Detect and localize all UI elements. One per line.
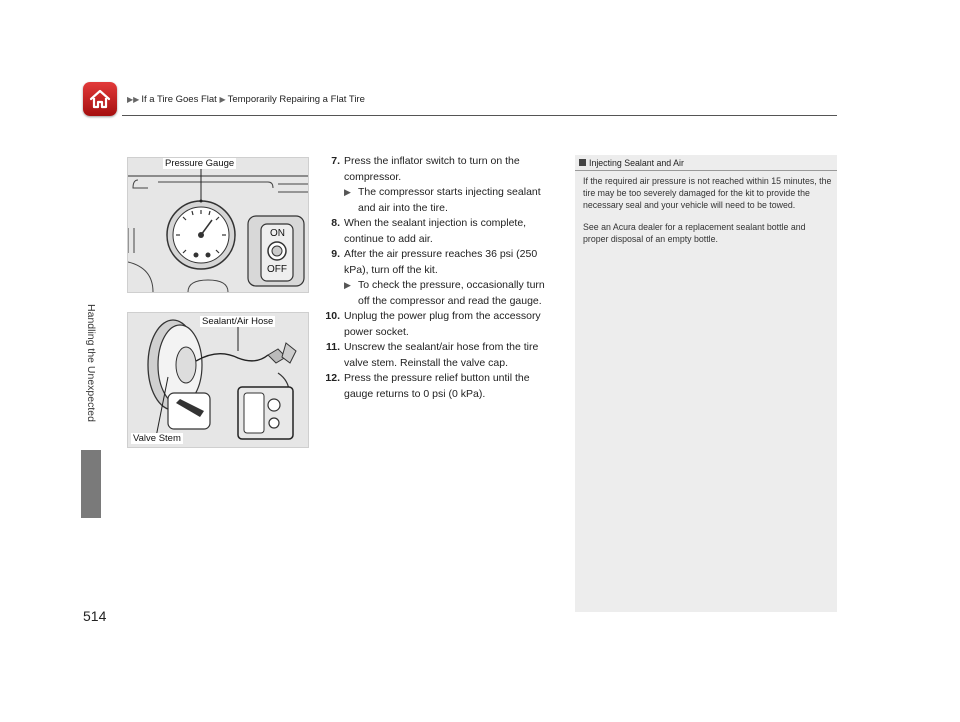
note-body [583,175,833,254]
step-text: Unplug the power plug from the accessory power socket. [344,310,541,338]
arrow-icon: ▶ [344,187,351,197]
step-text: When the sealant injection is complete, continue to add air. [344,217,527,245]
breadcrumb-item-flat-tire[interactable]: If a Tire Goes Flat [141,94,217,105]
list-item [314,185,559,216]
step-number: 10. [325,310,340,322]
list-item [314,216,559,247]
list-item [314,247,559,278]
note-divider [575,170,837,171]
note-paragraph: If the required air pressure is not reached within 15 minutes, the tire may be too severely damaged for the kit to provide the necessary seal and your vehicle will need to be towed. [583,176,832,211]
valve-stem-label: Valve Stem [133,433,181,444]
breadcrumb-arrow-icon: ▶ [219,95,226,104]
pressure-gauge-illustration [127,157,309,293]
note-panel [575,155,837,612]
step-text: Press the inflator switch to turn on the compressor. [344,155,520,183]
note-paragraph: See an Acura dealer for a replacement sealant bottle and proper disposal of an empty bottle. [583,221,806,244]
page-number: 514 [83,608,107,624]
step-number: 9. [331,248,340,260]
breadcrumb [127,94,365,105]
list-item [314,340,559,371]
section-label: Handling the Unexpected [85,304,97,422]
step-number: 8. [331,217,340,229]
repair-steps [314,154,559,402]
pressure-gauge-label: Pressure Gauge [165,158,235,169]
list-item [314,309,559,340]
list-item [314,371,559,402]
sealant-hose-label: Sealant/Air Hose [202,316,274,327]
switch-on-label: ON [270,228,285,239]
section-tab[interactable] [81,450,101,518]
step-number: 12. [325,372,340,384]
step-text: Press the pressure relief button until the gauge returns to 0 psi (0 kPa). [344,372,530,400]
note-marker-icon [579,159,586,166]
step-text: After the air pressure reaches 36 psi (250 kPa), turn off the kit. [344,248,538,276]
switch-off-label: OFF [267,264,287,275]
breadcrumb-item-repairing[interactable]: Temporarily Repairing a Flat Tire [227,94,365,105]
sealant-hose-illustration [127,312,309,448]
step-subtext: To check the pressure, occasionally turn off the compressor and read the gauge. [358,279,545,307]
step-number: 7. [331,155,340,167]
note-title: Injecting Sealant and Air [579,158,684,168]
list-item [314,278,559,309]
step-text: Unscrew the sealant/air hose from the tire valve stem. Reinstall the valve cap. [344,341,539,369]
step-subtext: The compressor starts injecting sealant and air into the tire. [358,186,541,214]
home-icon[interactable] [83,82,117,116]
arrow-icon: ▶ [344,280,351,290]
step-number: 11. [325,341,340,353]
breadcrumb-arrow-icon: ▶▶ [127,95,140,104]
header-divider [122,115,837,116]
list-item [314,154,559,185]
